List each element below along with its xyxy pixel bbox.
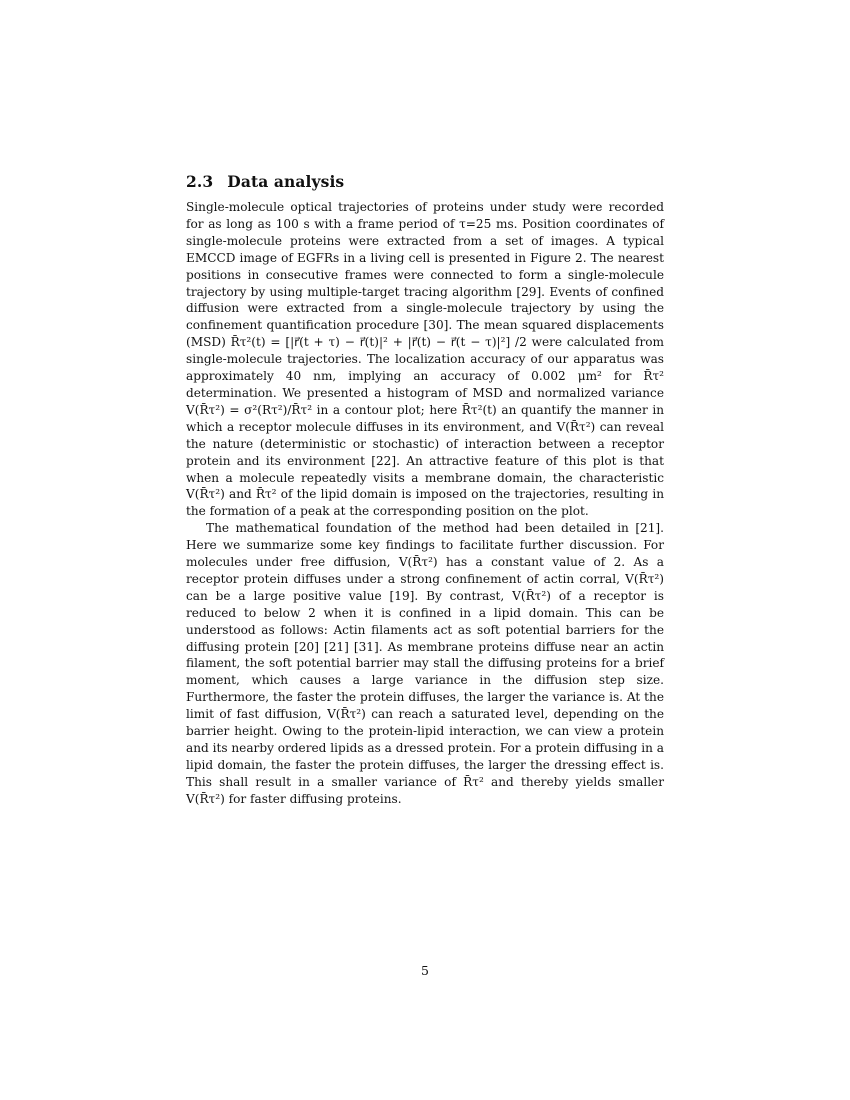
section-heading xyxy=(186,172,664,191)
section-title: Data analysis xyxy=(227,172,345,191)
paragraph-1: Single-molecule optical trajectories of proteins under study were recorded for as long as 100 s with a frame period of τ=25 ms. Position coordinates of single-molecule proteins were extracted from a set of images. A typical EMCCD image of EGFRs in a living cell is presented in Figure 2. The nearest positions in consecutive frames were connected to form a single-molecule trajectory by using multiple-target tracing algorithm [29]. Events of confined diffusion were extracted from a single-molecule trajectory by using the confinement quantification procedure [30]. The mean squared displacements (MSD) R̄τ²(t) = [|r⃗(t + τ) − r⃗(t)|² + |r⃗(t) − r⃗(t − τ)|²] /2 were calculated from single-molecule trajectories. The localization accuracy of our apparatus was approximately 40 nm, implying an accuracy of 0.002 μm² for R̄τ² determination. We presented a histogram of MSD and normalized variance V(R̄τ²) = σ²(Rτ²)/R̄τ² in a contour plot; here R̄τ²(t) an quantify the manner in which a receptor molecule diffuses in its environment, and V(R̄τ²) can reveal the nature (deterministic or stochastic) of interaction between a receptor protein and its environment [22]. An attractive feature of this plot is that when a molecule repeatedly visits a membrane domain, the characteristic V(R̄τ²) and R̄τ² of the lipid domain is imposed on the trajectories, resulting in the formation of a peak at the corresponding position on the plot. xyxy=(186,200,664,519)
page-content xyxy=(186,172,664,808)
page-number: 5 xyxy=(421,963,429,978)
section-number: 2.3 xyxy=(186,172,214,191)
paragraph-2: The mathematical foundation of the method had been detailed in [21]. Here we summarize some key findings to facilitate further discussion. For molecules under free diffusion, V(R̄τ²) has a constant value of 2. As a receptor protein diffuses under a strong confinement of actin corral, V(R̄τ²) can be a large positive value [19]. By contrast, V(R̄τ²) of a receptor is reduced to below 2 when it is confined in a lipid domain. This can be understood as follows: Actin filaments act as soft potential barriers for the diffusing protein [20] [21] [31]. As membrane proteins diffuse near an actin filament, the soft potential barrier may stall the diffusing proteins for a brief moment, which causes a large variance in the diffusion step size. Furthermore, the faster the protein diffuses, the larger the variance is. At the limit of fast diffusion, V(R̄τ²) can reach a saturated level, depending on the barrier height. Owing to the protein-lipid interaction, we can view a protein and its nearby ordered lipids as a dressed protein. For a protein diffusing in a lipid domain, the faster the protein diffuses, the larger the dressing effect is. This shall result in a smaller variance of R̄τ² and thereby yields smaller V(R̄τ²) for faster diffusing proteins. xyxy=(186,521,664,806)
